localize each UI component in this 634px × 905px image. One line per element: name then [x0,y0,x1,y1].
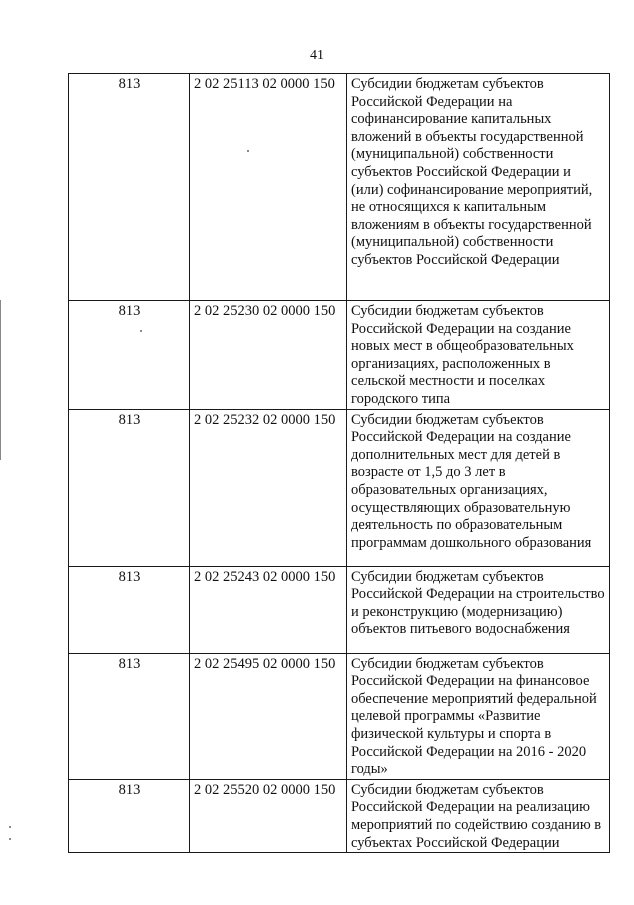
admin-code-cell: 813 [69,566,190,653]
table-row [69,409,610,566]
scan-speck [140,330,142,332]
page-number: 41 [310,48,324,63]
budget-code-cell: 2 02 25520 02 0000 150 [190,779,347,852]
description-cell: Субсидии бюджетам субъектов Российской Федерации на финансовое обеспечение мероприятий федеральной целевой программы «Развитие физической культуры и спорта в Российской Федерации на 2016 - 2020 годы» [347,653,610,779]
description-cell: Субсидии бюджетам субъектов Российской Федерации на софинансирование капитальных вложений в объекты государственной (муниципальной) собственности субъектов Российской Федерации и (или) софинансирование мероприятий, не относящихся к капитальным вложениям в объекты государственной (муниципальной) собственности субъектов Российской Федерации [347,74,610,301]
admin-code-cell: 813 [69,409,190,566]
table-row [69,566,610,653]
budget-code-cell: 2 02 25495 02 0000 150 [190,653,347,779]
admin-code-cell: 813 [69,74,190,301]
admin-code-cell: 813 [69,301,190,410]
budget-code-cell: 2 02 25113 02 0000 150 [190,74,347,301]
scan-margin-line [0,300,1,460]
description-cell: Субсидии бюджетам субъектов Российской Федерации на создание дополнительных мест для детей в возрасте от 1,5 до 3 лет в образовательных организациях, осуществляющих образовательную деятельность по образовательным программам дошкольного образования [347,409,610,566]
budget-code-cell: 2 02 25243 02 0000 150 [190,566,347,653]
scan-speck [9,826,11,828]
description-cell: Субсидии бюджетам субъектов Российской Федерации на строительство и реконструкцию (модернизацию) объектов питьевого водоснабжения [347,566,610,653]
admin-code-cell: 813 [69,779,190,852]
table-row [69,779,610,852]
scan-speck [9,838,11,840]
admin-code-cell: 813 [69,653,190,779]
table-row [69,74,610,301]
table-row [69,653,610,779]
budget-classification-table [68,73,610,853]
description-cell: Субсидии бюджетам субъектов Российской Федерации на реализацию мероприятий по содействию созданию в субъектах Российской Федерации [347,779,610,852]
budget-code-cell: 2 02 25232 02 0000 150 [190,409,347,566]
description-cell: Субсидии бюджетам субъектов Российской Федерации на создание новых мест в общеобразовательных организациях, расположенных в сельской местности и поселках городского типа [347,301,610,410]
scan-speck [247,150,249,152]
table-row [69,301,610,410]
budget-code-cell: 2 02 25230 02 0000 150 [190,301,347,410]
